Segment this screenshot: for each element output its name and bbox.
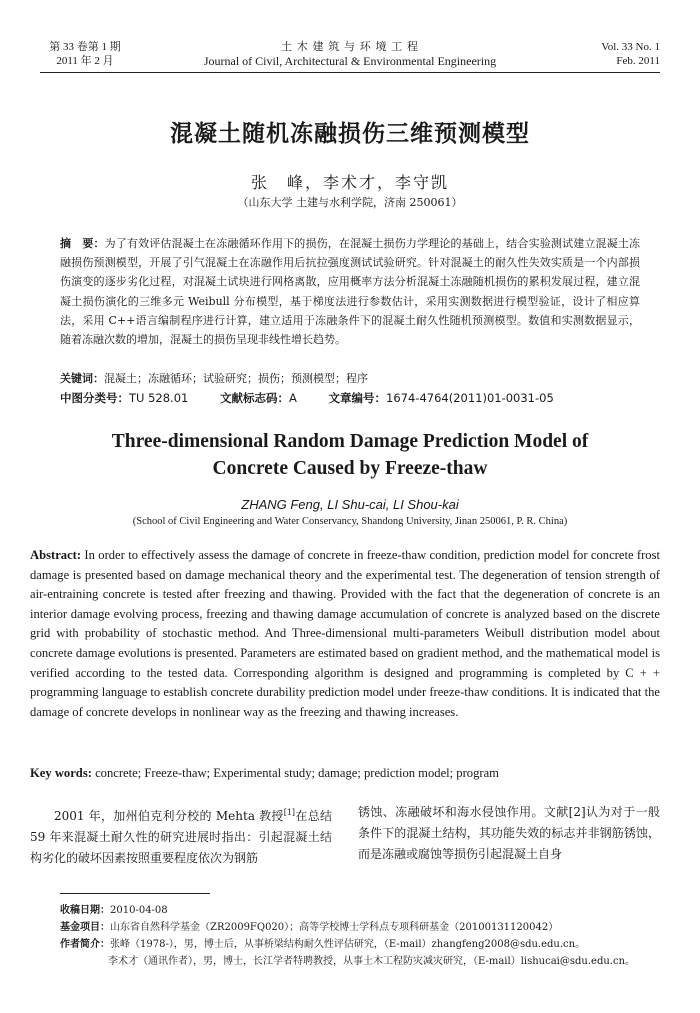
header-volume-en-block xyxy=(560,40,660,68)
abstract-cn-label: 摘 要： xyxy=(60,237,105,250)
received-label: 收稿日期： xyxy=(60,905,110,916)
body-column-left xyxy=(30,802,332,869)
article-number-label: 文章编号： xyxy=(328,391,387,405)
header-volume-en: Vol. 33 No. 1 xyxy=(601,41,660,53)
abstract-cn xyxy=(60,234,640,349)
article-number-value: 1674-4764(2011)01-0031-05 xyxy=(386,391,554,405)
header-journal-cn: 土 木 建 筑 与 环 境 工 程 xyxy=(281,41,419,53)
header-volume-block xyxy=(40,40,130,68)
footnote-author xyxy=(60,937,660,953)
citation-link-1[interactable]: [1] xyxy=(283,808,296,817)
keywords-en-text: concrete; Freeze-thaw; Experimental study; damage; prediction model; program xyxy=(95,766,499,780)
footnote-divider xyxy=(60,893,210,894)
paper-title-en-line2: Concrete Caused by Freeze-thaw xyxy=(212,458,488,479)
keywords-en-label: Key words: xyxy=(30,766,92,780)
keywords-cn-text: 混凝土；冻融循环；试验研究；损伤；预测模型；程序 xyxy=(104,372,368,385)
received-value: 2010-04-08 xyxy=(110,905,168,916)
author-bio-value: 张峰（1978-），男，博士后，从事桥梁结构耐久性评估研究，（E-mail）zhangfeng2008@sdu.edu.cn。 xyxy=(110,939,586,950)
doc-code-value: A xyxy=(289,391,297,405)
authors-en: ZHANG Feng, LI Shu-cai, LI Shou-kai xyxy=(241,497,459,512)
header-date-en: Feb. 2011 xyxy=(616,55,660,67)
header-date-cn: 2011 年 2 月 xyxy=(56,55,114,67)
footnote-author-2: 李术才（通讯作者），男，博士，长江学者特聘教授，从事土木工程防灾减灾研究，（E-mail）lishucai@sdu.edu.cn。 xyxy=(108,956,636,967)
header-journal-block xyxy=(150,40,550,68)
clc-value: TU 528.01 xyxy=(129,391,189,405)
affiliation-en: (School of Civil Engineering and Water Conservancy, Shandong University, Jinan 250061, P. R. China) xyxy=(132,516,568,527)
authors-cn: 张 峰，李术才，李守凯 xyxy=(250,173,449,192)
abstract-en-label: Abstract: xyxy=(30,548,82,562)
footnote-received xyxy=(60,903,660,919)
clc-label: 中图分类号： xyxy=(60,391,129,405)
abstract-cn-text: 为了有效评估混凝土在冻融循环作用下的损伤，在混凝土损伤力学理论的基础上，结合实验测试建立混凝土冻融损伤预测模型，开展了引气混凝土在冻融作用后抗拉强度测试试验研究。针对混凝土的耐久性失效实质是一个内部损伤演变的逐步劣化过程，对混凝土试块进行网格离散，应用概率方法分析混凝土冻融随机损伤的累积发展过程，建立混凝土损伤演化的三维多元 Weibull 分布模型，基于梯度法进行参数估计，采用实测数据进行模型验证，设计了相应算法，采用 C++语言编制程序进行计算，建立适用于冻融条件下的混凝土耐久性随机预测模型。数值和实测数据显示，随着冻融次数的增加，混凝土的损伤呈现非线性增长趋势。 xyxy=(60,237,641,347)
affiliation-cn: （山东大学 土建与水利学院，济南 250061） xyxy=(237,196,463,209)
header-volume-cn: 第 33 卷第 1 期 xyxy=(49,41,121,53)
abstract-en-text: In order to effectively assess the damage of concrete in freeze-thaw condition, prediction model for concrete frost damage is presented based on damage mechanical theory and the experimental test. The degeneration of tension strength of air-entraining concrete is tested after freezing and thawing. Provided with the fact that the degeneration of concrete is an interior damage evolving process, freezing and thawing damage accumulation of concrete is analyzed based on the discrete grid with probability of stochastic method. And Three-dimensional multi-parameters Weibull distribution model about concrete damage evolutions is presented. Parameters are estimated based on gradient method, and the mathematical model is verified according to the tested data. Corresponding algorithm is designed and programming is completed by C + + programming language to establish concrete durability prediction model under freeze-thaw conditions. It is indicated that the damage of concrete develops in nonlinear way as the freezing and thawing increases. xyxy=(30,548,660,719)
keywords-cn-label: 关键词： xyxy=(60,372,104,385)
article-number xyxy=(329,391,554,405)
body-column-right: 锈蚀、冻融破坏和海水侵蚀作用。文献[2]认为对于一般条件下的混凝土结构，其功能失效的标志并非钢筋锈蚀，而是冻融或腐蚀等损伤引起混凝土自身 xyxy=(358,805,660,861)
paper-title-en xyxy=(40,428,660,482)
keywords-cn xyxy=(60,370,640,386)
document-code xyxy=(220,391,297,405)
keywords-en xyxy=(30,766,660,781)
abstract-en xyxy=(30,546,660,722)
footnote-fund xyxy=(60,920,660,936)
body-left-text-1: 2001 年，加州伯克利分校的 Mehta 教授 xyxy=(54,809,284,823)
fund-value: 山东省自然科学基金（ZR2009FQ020）；高等学校博士学科点专项科研基金（20100131120042） xyxy=(110,922,559,933)
doc-code-label: 文献标志码： xyxy=(220,391,289,405)
classification-row xyxy=(60,390,660,406)
paper-title-cn: 混凝土随机冻融损伤三维预测模型 xyxy=(170,121,530,147)
author-bio-label: 作者简介： xyxy=(60,939,110,950)
header-divider xyxy=(40,72,660,73)
clc-number xyxy=(60,391,188,405)
header-journal-en: Journal of Civil, Architectural & Environmental Engineering xyxy=(203,54,497,68)
paper-title-en-line1: Three-dimensional Random Damage Prediction Model of xyxy=(111,431,589,452)
fund-label: 基金项目： xyxy=(60,922,110,933)
body-left-text-2: 在总结 59 年来混凝土耐久性的研究进展时指出：引起混凝土结构劣化的破坏因素按照重要程度依次为钢筋 xyxy=(30,809,332,865)
